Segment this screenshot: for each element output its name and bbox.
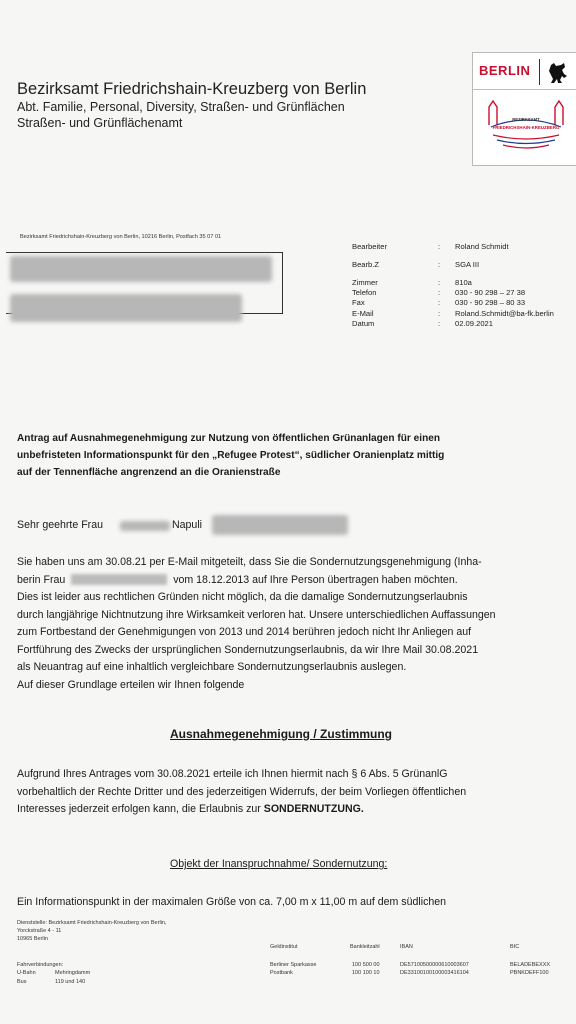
emphasis-text: SONDERNUTZUNG. xyxy=(263,803,364,815)
meta-value: 02.09.2021 xyxy=(455,319,494,328)
meta-label: Zimmer xyxy=(352,278,378,287)
redacted-name xyxy=(71,574,167,585)
logo-rule xyxy=(473,89,576,90)
bank-cell: BELADEBEXXX xyxy=(510,962,551,968)
bank-cell: Berliner Sparkasse xyxy=(270,962,317,968)
berlin-logo xyxy=(472,52,576,166)
meta-label: Bearbeiter xyxy=(352,242,388,251)
emblem-text-1: BEZIRKSAMT xyxy=(512,117,540,122)
subject-line: unbefristeten Informationspunkt für den „Refugee Protest“, südlicher Oranienplatz mittig xyxy=(17,450,445,461)
berlin-bear-icon xyxy=(547,61,569,85)
bank-header: Geldinstitut xyxy=(270,944,298,950)
footer-office-line: Yorckstraße 4 - 11 xyxy=(17,928,62,934)
sender-return-address: Bezirksamt Friedrichshain-Kreuzberg von Berlin, 10216 Berlin, Postfach 35 07 01 xyxy=(20,234,222,240)
meta-value: 030 - 90 298 – 80 33 xyxy=(455,298,526,307)
footer-transport-mode: Bus xyxy=(17,979,27,985)
meta-colon: : xyxy=(438,260,441,269)
paragraph-line-with-redaction xyxy=(17,572,576,590)
paragraph-line: Dies ist leider aus rechtlichen Gründen nicht möglich, da die damalige Sondernutzungserlaubnis xyxy=(17,591,468,603)
paragraph-2 xyxy=(17,766,576,819)
redacted-first-name xyxy=(120,521,170,531)
meta-colon: : xyxy=(438,242,441,251)
meta-colon: : xyxy=(438,309,441,318)
paragraph-line: vorbehaltlich der Rechte Dritter und des jederzeitigen Widerrufs, der beim Vorliegen öffentlichen xyxy=(17,785,467,798)
paragraph-line xyxy=(17,801,576,819)
meta-label: Bearb.Z xyxy=(352,260,380,269)
meta-value: 030 - 90 298 – 27 38 xyxy=(455,288,526,297)
emblem-text-2: FRIEDRICHSHAIN-KREUZBERG xyxy=(492,125,560,130)
bank-header: Bankleitzahl xyxy=(350,944,380,950)
footer-transport-value: Mehringdamm xyxy=(55,970,91,976)
paragraph-line: als Neuantrag auf eine inhaltlich vergleichbare Sondernutzungserlaubnis auslegen. xyxy=(17,661,407,673)
paragraph-line: durch langjährige Nichtnutzung ihre Wirksamkeit verloren hat. Unsere unterschiedlichen Auffassungen xyxy=(17,608,496,621)
berlin-wordmark: BERLIN xyxy=(479,63,531,78)
redacted-recipient-line-2 xyxy=(10,294,242,322)
paragraph-3: Ein Informationspunkt in der maximalen Größe von ca. 7,00 m x 11,00 m auf dem südlichen xyxy=(17,896,447,908)
unit-name: Straßen- und Grünflächenamt xyxy=(17,116,183,130)
footer-office-line: 10965 Berlin xyxy=(17,936,48,942)
meta-colon: : xyxy=(438,288,441,297)
paragraph-line: Auf dieser Grundlage erteilen wir Ihnen folgende xyxy=(17,678,245,691)
logo-divider xyxy=(539,59,540,85)
redacted-recipient-line-1 xyxy=(10,256,272,282)
salutation-name: Napuli xyxy=(172,519,203,531)
meta-colon: : xyxy=(438,319,441,328)
object-heading: Objekt der Inanspruchnahme/ Sondernutzung: xyxy=(170,858,388,870)
meta-label: Fax xyxy=(352,298,365,307)
meta-label: Datum xyxy=(352,319,375,328)
subject-line: Antrag auf Ausnahmegenehmigung zur Nutzung von öffentlichen Grünanlagen für einen xyxy=(17,433,441,444)
bank-cell: 100 500 00 xyxy=(352,962,380,968)
bank-cell: PBNKDEFF100 xyxy=(510,970,549,976)
footer-transport-mode: U-Bahn xyxy=(17,970,36,976)
letter-subject xyxy=(17,430,557,481)
text-fragment: berin Frau xyxy=(17,573,66,586)
bank-cell: DE57100500000610003607 xyxy=(400,962,469,968)
meta-label: Telefon xyxy=(352,288,377,297)
paragraph-line: Aufgrund Ihres Antrages vom 30.08.2021 erteile ich Ihnen hiermit nach § 6 Abs. 5 GrünanlG xyxy=(17,768,448,780)
paragraph-line: Fortführung des Zwecks der ursprünglichen Sondernutzungserlaubnis, da wir Ihre Mail 30.08.2021 xyxy=(17,643,479,656)
meta-value: Roland Schmidt xyxy=(455,242,509,251)
paragraph-line: Sie haben uns am 30.08.21 per E-Mail mitgeteilt, dass Sie die Sondernutzungsgenehmigung (Inha- xyxy=(17,556,482,568)
permit-heading: Ausnahmegenehmigung / Zustimmung xyxy=(170,727,393,741)
salutation-prefix: Sehr geehrte Frau xyxy=(17,519,103,531)
district-emblem-icon xyxy=(481,93,571,157)
bank-cell: Postbank xyxy=(270,970,293,976)
bank-header: IBAN xyxy=(400,944,413,950)
bank-cell: 100 100 10 xyxy=(352,970,380,976)
subject-line: auf der Tennenfläche angrenzend an die Oranienstraße xyxy=(17,467,281,478)
footer-office-line: Dienststelle: Bezirksamt Friedrichshain-Kreuzberg von Berlin, xyxy=(17,920,167,926)
text-fragment: Interesses jederzeit erfolgen kann, die Erlaubnis zur xyxy=(17,803,261,815)
text-fragment: vom 18.12.2013 auf Ihre Person übertragen haben möchten. xyxy=(173,573,458,586)
paragraph-line: zum Fortbestand der Genehmigungen von 2013 und 2014 berühren jedoch nicht Ihr Anliegen auf xyxy=(17,626,472,638)
meta-value: 810a xyxy=(455,278,472,287)
meta-label: E-Mail xyxy=(352,309,374,318)
redacted-surname xyxy=(212,515,348,535)
bank-cell: DE33100100100003416104 xyxy=(400,970,469,976)
meta-value: SGA III xyxy=(455,260,480,269)
footer-transport-title: Fahrverbindungen: xyxy=(17,962,64,968)
paragraph-1 xyxy=(17,554,576,694)
department-name: Abt. Familie, Personal, Diversity, Straßen- und Grünflächen xyxy=(17,100,345,114)
meta-value: Roland.Schmidt@ba-fk.berlin xyxy=(455,309,554,318)
office-name: Bezirksamt Friedrichshain-Kreuzberg von Berlin xyxy=(17,80,367,98)
meta-colon: : xyxy=(438,278,441,287)
bank-header: BIC xyxy=(510,944,520,950)
meta-colon: : xyxy=(438,298,441,307)
footer-transport-value: 119 und 140 xyxy=(55,979,86,985)
